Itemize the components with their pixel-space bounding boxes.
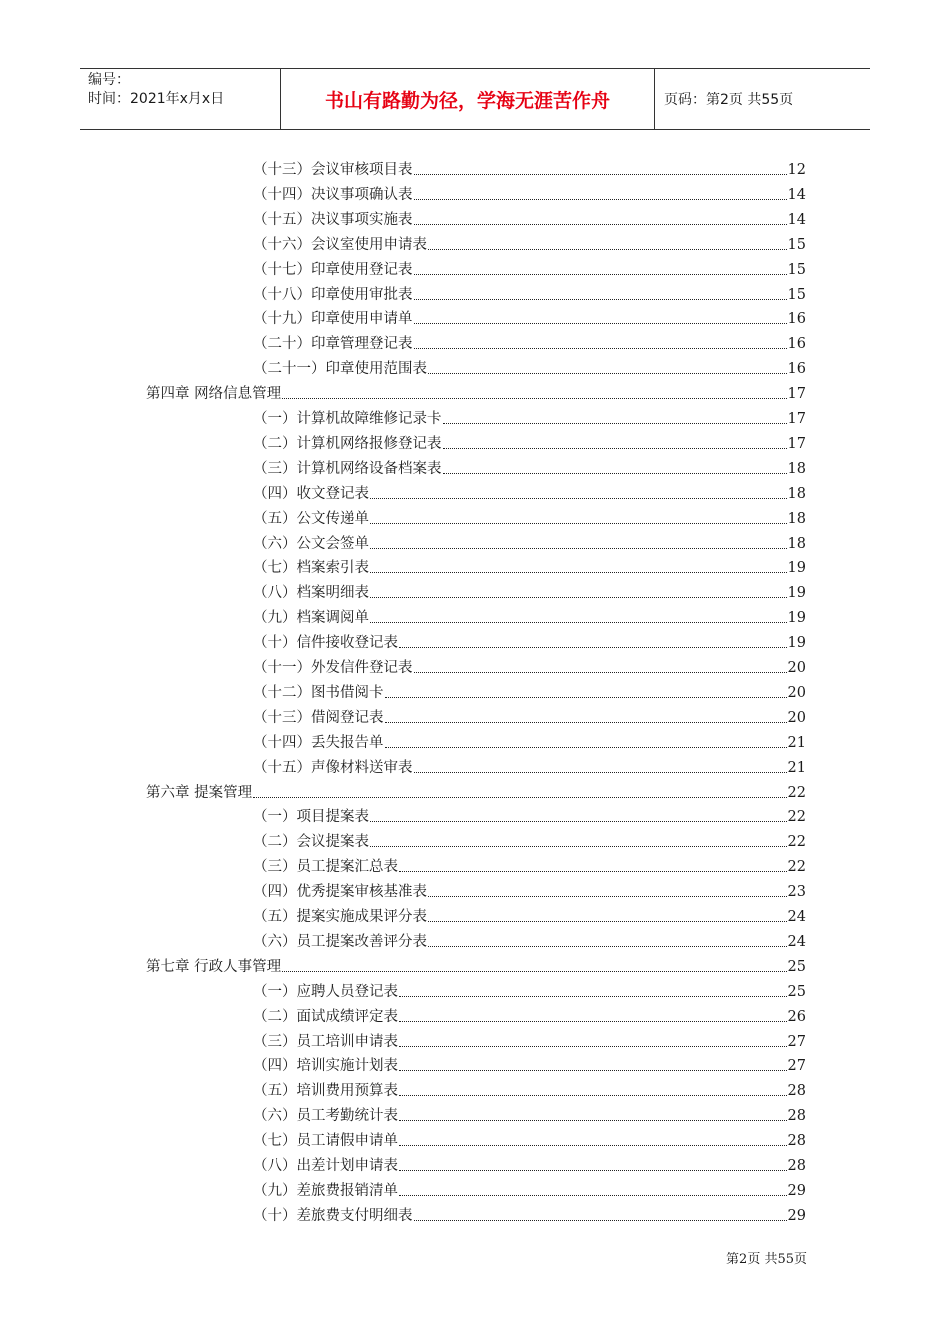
toc-dot-leader (443, 422, 787, 424)
toc-entry-page: 29 (787, 1182, 806, 1199)
toc-entry-page: 28 (787, 1083, 806, 1100)
toc-entry[interactable] (253, 304, 806, 329)
toc-entry-title: （二十一）印章使用范围表 (253, 361, 427, 378)
toc-entry-page: 17 (787, 386, 806, 403)
toc-entry-page: 16 (787, 361, 806, 378)
toc-entry-title: （四）培训实施计划表 (253, 1058, 398, 1075)
toc-entry-page: 16 (787, 311, 806, 328)
toc-dot-leader (399, 1045, 787, 1047)
toc-entry-title: （四）优秀提案审核基准表 (253, 884, 427, 901)
toc-dot-leader (399, 1194, 787, 1196)
toc-entry-title: （一）应聘人员登记表 (253, 983, 398, 1000)
toc-entry[interactable] (253, 255, 806, 280)
toc-entry[interactable] (253, 1126, 806, 1151)
toc-entry-page: 21 (787, 759, 806, 776)
toc-entry-page: 22 (787, 859, 806, 876)
toc-entry-title: （十七）印章使用登记表 (253, 261, 413, 278)
toc-entry[interactable] (253, 628, 806, 653)
toc-entry-title: （十二）图书借阅卡 (253, 684, 384, 701)
toc-entry-title: （十）信件接收登记表 (253, 635, 398, 652)
toc-dot-leader (414, 173, 787, 175)
toc-entry-title: （七）档案索引表 (253, 560, 369, 577)
toc-entry[interactable] (253, 230, 806, 255)
toc-entry[interactable] (253, 753, 806, 778)
toc-entry[interactable] (253, 1051, 806, 1076)
toc-entry[interactable] (253, 703, 806, 728)
toc-dot-leader (428, 248, 787, 250)
toc-entry-page: 19 (787, 585, 806, 602)
toc-entry-page: 22 (787, 809, 806, 826)
toc-dot-leader (399, 1069, 787, 1071)
toc-entry-page: 18 (787, 535, 806, 552)
toc-entry[interactable] (253, 678, 806, 703)
toc-dot-leader (370, 522, 787, 524)
toc-entry-page: 24 (787, 933, 806, 950)
toc-entry-title: （十四）丢失报告单 (253, 734, 384, 751)
toc-entry-page: 23 (787, 884, 806, 901)
toc-dot-leader (399, 1119, 787, 1121)
toc-entry[interactable] (253, 927, 806, 952)
toc-dot-leader (370, 621, 787, 623)
toc-dot-leader (414, 298, 787, 300)
toc-entry-title: （十三）会议审核项目表 (253, 162, 413, 178)
toc-dot-leader (414, 347, 787, 349)
toc-entry[interactable] (253, 205, 806, 230)
toc-dot-leader (385, 696, 787, 698)
toc-entry-page: 20 (787, 709, 806, 726)
toc-dot-leader (370, 845, 787, 847)
toc-entry-page: 18 (787, 460, 806, 477)
toc-entry-title: （八）出差计划申请表 (253, 1158, 398, 1174)
toc-entry-title: （六）员工提案改善评分表 (253, 933, 427, 950)
toc-entry-title: （六）公文会签单 (253, 535, 369, 552)
toc-entry[interactable] (253, 603, 806, 628)
toc-entry[interactable] (253, 827, 806, 852)
header-meta (80, 69, 281, 129)
toc-entry[interactable] (253, 977, 806, 1002)
toc-entry-title: （十一）外发信件登记表 (253, 660, 413, 676)
toc-entry-title: （二）计算机网络报修登记表 (253, 435, 442, 452)
toc-entry[interactable] (253, 802, 806, 827)
toc-entry[interactable] (253, 877, 806, 902)
toc-entry-page: 28 (787, 1133, 806, 1150)
toc-dot-leader (399, 870, 787, 872)
toc-entry-title: （十五）决议事项实施表 (253, 211, 413, 228)
toc-entry-title: （五）培训费用预算表 (253, 1083, 398, 1100)
page-footer: 第2页 共55页 (726, 1252, 807, 1267)
toc-dot-leader (399, 995, 787, 997)
toc-dot-leader (370, 547, 787, 549)
header-slogan: 书山有路勤为径，学海无涯苦作舟 (281, 69, 655, 129)
toc-entry-page: 15 (787, 236, 806, 253)
toc-dot-leader (414, 273, 787, 275)
toc-entry[interactable] (146, 778, 806, 803)
toc-dot-leader (385, 746, 787, 748)
toc-dot-leader (370, 571, 787, 573)
toc-dot-leader (428, 372, 787, 374)
toc-dot-leader (428, 895, 787, 897)
toc-entry-page: 19 (787, 610, 806, 627)
toc-dot-leader (414, 671, 787, 673)
toc-entry[interactable] (253, 1101, 806, 1126)
toc-dot-leader (443, 472, 787, 474)
toc-entry-title: （三）员工培训申请表 (253, 1033, 398, 1050)
toc-entry-title: （八）档案明细表 (253, 585, 369, 602)
toc-entry-page: 17 (787, 435, 806, 452)
toc-entry-page: 15 (787, 261, 806, 278)
toc-entry[interactable] (253, 429, 806, 454)
toc-entry-page: 25 (787, 983, 806, 1000)
toc-entry[interactable] (253, 280, 806, 305)
toc-entry[interactable] (253, 728, 806, 753)
toc-entry-page: 14 (787, 211, 806, 228)
toc-dot-leader (443, 447, 787, 449)
toc-entry-title: （十三）借阅登记表 (253, 709, 384, 726)
toc-dot-leader (399, 646, 787, 648)
toc-entry[interactable] (146, 379, 806, 404)
toc-entry[interactable] (253, 180, 806, 205)
toc-dot-leader (399, 1020, 787, 1022)
toc-entry-page: 26 (787, 1008, 806, 1025)
toc-entry[interactable] (146, 952, 806, 977)
toc-entry-title: 第七章 行政人事管理 (146, 958, 282, 975)
toc-entry-page: 29 (787, 1207, 806, 1224)
toc-entry-title: （十四）决议事项确认表 (253, 186, 413, 203)
toc-dot-leader (414, 223, 787, 225)
toc-entry-title: （十八）印章使用审批表 (253, 286, 413, 303)
toc-dot-leader (428, 920, 787, 922)
toc-entry[interactable] (253, 329, 806, 354)
toc-entry-page: 22 (787, 834, 806, 851)
page-header (80, 68, 870, 130)
toc-dot-leader (370, 596, 787, 598)
toc-entry-title: （十六）会议室使用申请表 (253, 236, 427, 253)
toc-dot-leader (399, 1094, 787, 1096)
toc-entry[interactable] (253, 1201, 806, 1226)
toc-entry-title: （三）计算机网络设备档案表 (253, 460, 442, 477)
toc-entry-title: （二十）印章管理登记表 (253, 336, 413, 353)
toc-dot-leader (414, 198, 787, 200)
toc-entry-page: 17 (787, 411, 806, 427)
toc-entry[interactable] (253, 1176, 806, 1201)
toc-entry-title: （三）员工提案汇总表 (253, 859, 398, 876)
toc-entry[interactable] (253, 1076, 806, 1101)
toc-dot-leader (370, 497, 787, 499)
toc-entry-title: （十五）声像材料送审表 (253, 759, 413, 776)
toc-entry-page: 15 (787, 286, 806, 303)
toc-entry-title: （九）档案调阅单 (253, 610, 369, 627)
toc-dot-leader (282, 970, 786, 972)
toc-dot-leader (399, 1169, 787, 1171)
toc-entry-title: （五）公文传递单 (253, 510, 369, 527)
toc-entry[interactable] (253, 553, 806, 578)
toc-dot-leader (428, 945, 787, 947)
toc-entry-page: 18 (787, 485, 806, 502)
document-time-label: 时间：2021年x月x日 (88, 91, 225, 107)
toc-entry-title: （十）差旅费支付明细表 (253, 1207, 413, 1224)
toc-entry-page: 20 (787, 660, 806, 676)
toc-entry[interactable] (253, 1027, 806, 1052)
toc-entry[interactable] (253, 479, 806, 504)
toc-entry[interactable] (253, 1151, 806, 1176)
toc-entry-page: 24 (787, 909, 806, 925)
toc-entry-title: （九）差旅费报销清单 (253, 1182, 398, 1199)
toc-entry-page: 28 (787, 1108, 806, 1125)
toc-entry-title: （四）收文登记表 (253, 485, 369, 502)
toc-entry-page: 12 (787, 162, 806, 178)
toc-entry-page: 27 (787, 1033, 806, 1050)
toc-entry-page: 25 (787, 958, 806, 975)
toc-entry[interactable] (253, 578, 806, 603)
toc-entry-page: 14 (787, 186, 806, 203)
toc-entry-page: 28 (787, 1158, 806, 1174)
document-number-label: 编号： (88, 72, 130, 88)
toc-entry-title: （六）员工考勤统计表 (253, 1108, 398, 1125)
toc-entry[interactable] (253, 902, 806, 927)
toc-entry[interactable] (253, 852, 806, 877)
toc-entry[interactable] (253, 404, 806, 429)
toc-entry-page: 27 (787, 1058, 806, 1075)
toc-dot-leader (414, 322, 787, 324)
toc-entry-title: 第六章 提案管理 (146, 784, 253, 801)
toc-entry-page: 18 (787, 510, 806, 527)
toc-entry-title: （十九）印章使用申请单 (253, 311, 413, 328)
toc-entry[interactable] (253, 354, 806, 379)
toc-entry-title: （七）员工请假申请单 (253, 1133, 398, 1150)
toc-entry[interactable] (253, 1002, 806, 1027)
toc-entry-title: （二）面试成绩评定表 (253, 1008, 398, 1025)
toc-entry-title: 第四章 网络信息管理 (146, 386, 282, 403)
toc-entry-page: 20 (787, 684, 806, 701)
toc-entry-page: 22 (787, 784, 806, 801)
toc-entry-title: （一）计算机故障维修记录卡 (253, 411, 442, 427)
toc-entry[interactable] (253, 504, 806, 529)
toc-dot-leader (282, 397, 786, 399)
toc-dot-leader (399, 1144, 787, 1146)
toc-entry[interactable] (253, 454, 806, 479)
toc-entry-title: （一）项目提案表 (253, 809, 369, 826)
header-page-info: 页码：第2页 共55页 (664, 92, 794, 108)
toc-dot-leader (414, 1219, 787, 1221)
toc-dot-leader (370, 820, 787, 822)
toc-entry[interactable] (253, 529, 806, 554)
toc-entry[interactable] (253, 155, 806, 180)
toc-entry-title: （五）提案实施成果评分表 (253, 909, 427, 925)
toc-entry[interactable] (253, 653, 806, 678)
toc-dot-leader (253, 796, 786, 798)
toc-entry-page: 19 (787, 635, 806, 652)
toc-dot-leader (385, 721, 787, 723)
toc-entry-page: 16 (787, 336, 806, 353)
toc-entry-title: （二）会议提案表 (253, 834, 369, 851)
toc-dot-leader (414, 771, 787, 773)
toc-entry-page: 19 (787, 560, 806, 577)
toc-entry-page: 21 (787, 734, 806, 751)
